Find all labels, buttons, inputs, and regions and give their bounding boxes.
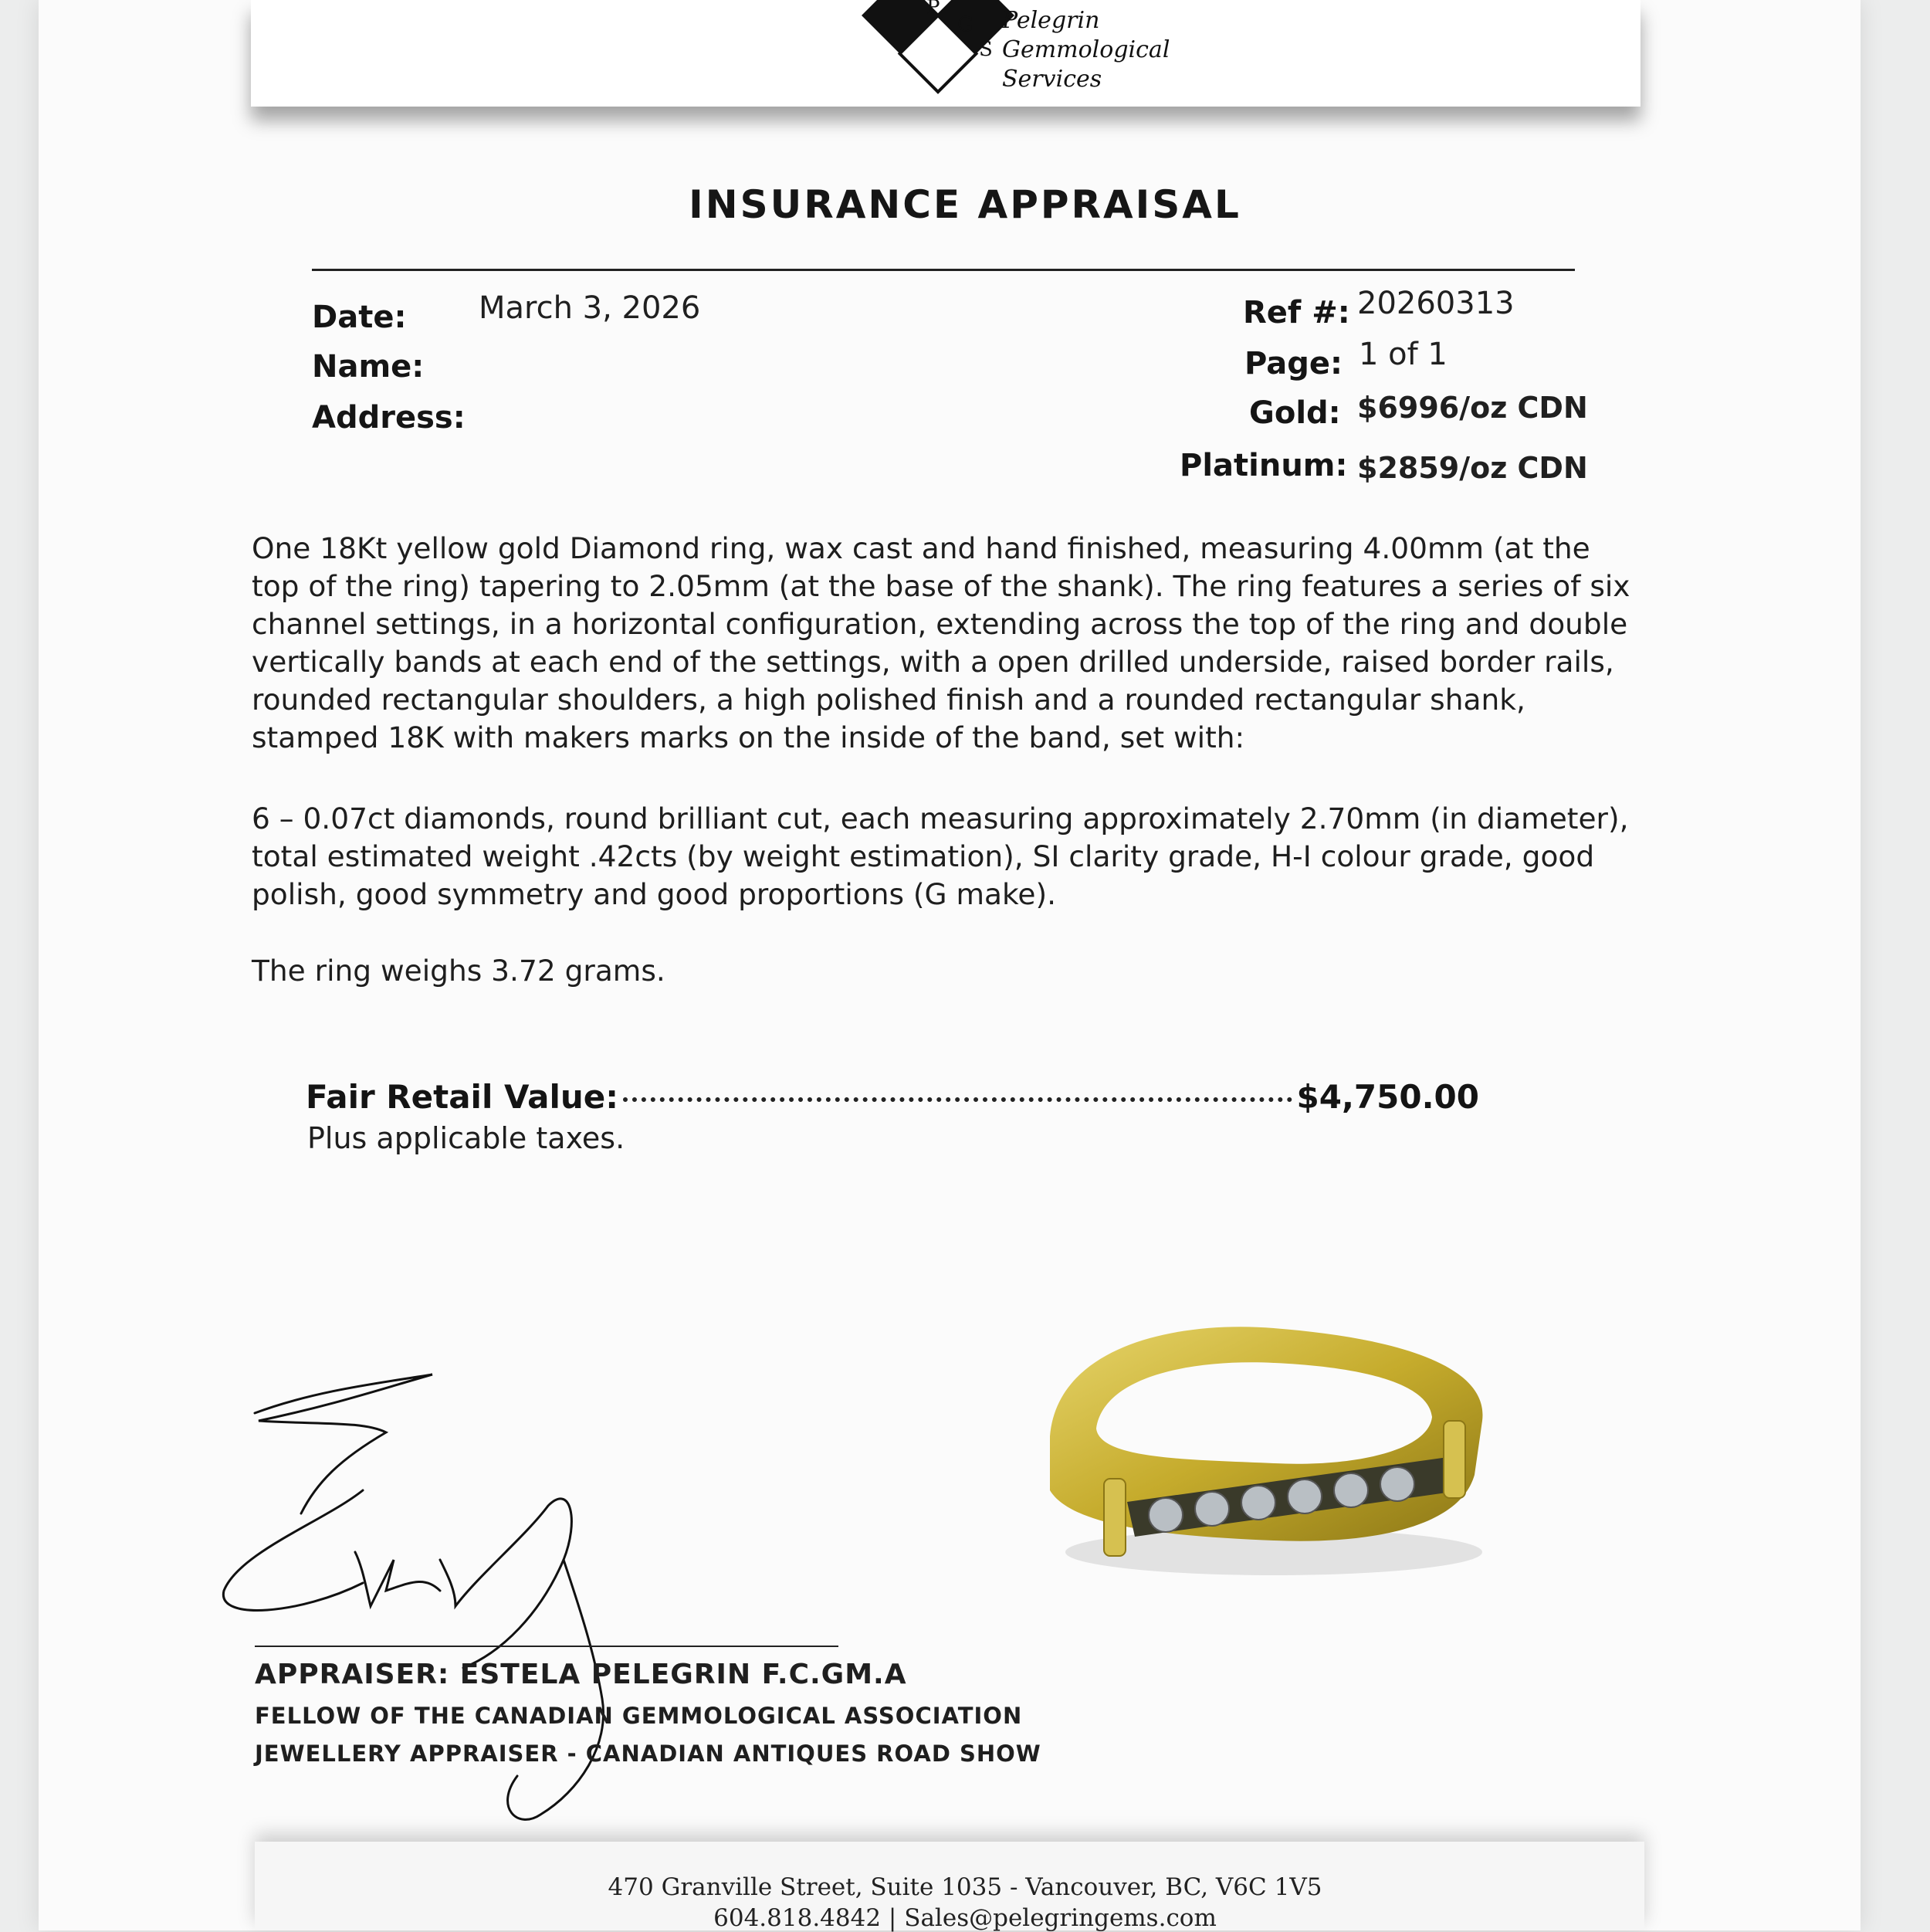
logo-letter-g: G	[957, 13, 973, 36]
title-divider	[312, 269, 1575, 271]
ring-weight: The ring weighs 3.72 grams.	[252, 954, 665, 988]
footer-contact: 604.818.4842 | Sales@pelegringems.com	[713, 1904, 1217, 1932]
company-name-line: Pelegrin	[1002, 7, 1100, 34]
appraiser-fellowship: FELLOW OF THE CANADIAN GEMMOLOGICAL ASSOCIATION	[255, 1703, 1023, 1729]
signature-line	[255, 1646, 838, 1647]
page-label: Page:	[1244, 346, 1343, 381]
address-label: Address:	[312, 400, 466, 436]
company-name-line: Services	[1002, 66, 1102, 93]
platinum-value: $2859/oz CDN	[1357, 451, 1588, 485]
logo-letter-p: P	[926, 0, 940, 19]
appraiser-role: JEWELLERY APPRAISER - CANADIAN ANTIQUES ROAD SHOW	[255, 1740, 1041, 1767]
company-name	[1002, 6, 1203, 94]
footer-address: 470 Granville Street, Suite 1035 - Vancouver, BC, V6C 1V5	[608, 1873, 1322, 1901]
gold-label: Gold:	[1249, 395, 1341, 431]
ring-description: One 18Kt yellow gold Diamond ring, wax cast and hand finished, measuring 4.00mm (at the top of the ring) tapering to 2.05mm (at the base of the shank). The ring features a series of six channel settings, in a horizontal configuration, extending across the top of the ring and double vertically bands at each end of the settings, with a open drilled underside, raised border rails, rounded rectangular shoulders, a high polished finish and a rounded rectangular shank, stamped 18K with makers marks on the inside of the band, set with:	[252, 531, 1630, 754]
logo-letter-s: S	[979, 38, 993, 61]
name-label: Name:	[312, 349, 425, 385]
page-value: 1 of 1	[1359, 337, 1448, 372]
date-value: March 3, 2026	[479, 290, 701, 326]
platinum-label: Platinum:	[1180, 448, 1348, 483]
dot-leader	[623, 1097, 1292, 1102]
fair-retail-value-amount: $4,750.00	[1296, 1078, 1479, 1116]
taxes-note: Plus applicable taxes.	[307, 1121, 625, 1155]
fair-retail-value	[306, 1078, 1479, 1116]
diamond-details: 6 – 0.07ct diamonds, round brilliant cut, each measuring approximately 2.70mm (in diameter), total estimated weight .42cts (by weight estimation), SI clarity grade, H-I colour grade, good polish, good symmetry and good proportions (G make).	[252, 802, 1629, 911]
ring-photo	[1027, 1305, 1505, 1591]
date-label: Date:	[312, 300, 407, 335]
ref-label: Ref #:	[1243, 295, 1350, 330]
appraiser-name: APPRAISER: ESTELA PELEGRIN F.C.GM.A	[255, 1659, 907, 1690]
document-title: INSURANCE APPRAISAL	[689, 182, 1241, 227]
gold-value: $6996/oz CDN	[1357, 391, 1588, 425]
ref-value: 20260313	[1357, 286, 1515, 321]
fair-retail-value-label: Fair Retail Value:	[306, 1078, 619, 1116]
company-name-line: Gemmological	[1002, 36, 1170, 63]
